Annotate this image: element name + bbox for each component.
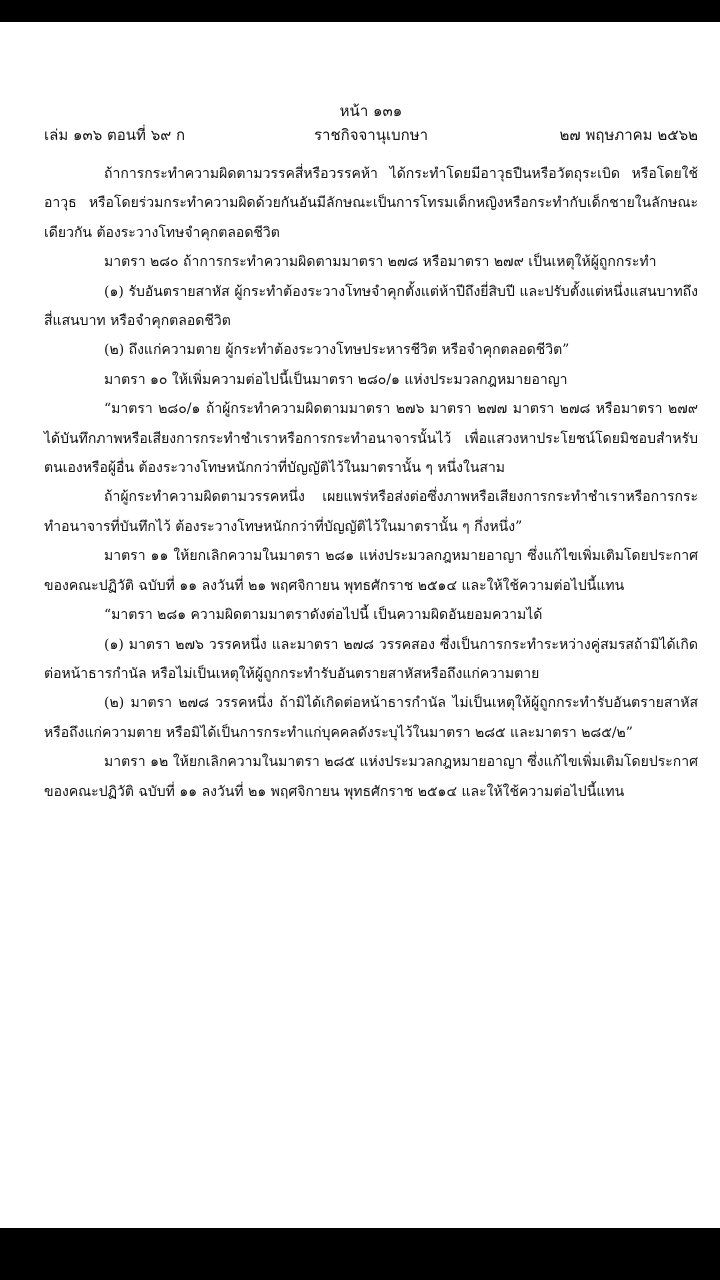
paragraph: ถ้าผู้กระทำความผิดตามวรรคหนึ่ง เผยแพร่หรือส่งต่อซึ่งภาพหรือเสียงการกระทำชำเราหรือการกระทำอนาจารที่บันทึกไว้ ต้องระวางโทษหนักกว่าที่บัญญัติไว้ในมาตรานั้น ๆ กึ่งหนึ่ง” bbox=[44, 489, 698, 535]
publication-date: ๒๗ พฤษภาคม ๒๕๖๒ bbox=[559, 126, 698, 144]
document-body bbox=[44, 160, 698, 807]
volume-issue: เล่ม ๑๓๖ ตอนที่ ๖๙ ก bbox=[44, 126, 186, 144]
document-page bbox=[44, 100, 698, 807]
publication-name: ราชกิจจานุเบกษา bbox=[313, 126, 429, 144]
top-black-bar bbox=[0, 0, 720, 22]
paragraph: (๑) รับอันตรายสาหัส ผู้กระทำต้องระวางโทษจำคุกตั้งแต่ห้าปีถึงยี่สิบปี และปรับตั้งแต่หนึ่งแสนบาทถึงสี่แสนบาท หรือจำคุกตลอดชีวิต bbox=[44, 283, 698, 330]
paragraph: “มาตรา ๒๘๑ ความผิดตามมาตราดังต่อไปนี้ เป็นความผิดอันยอมความได้ bbox=[104, 607, 543, 624]
paragraph: มาตรา ๑๒ ให้ยกเลิกความในมาตรา ๒๘๕ แห่งประมวลกฎหมายอาญา ซึ่งแก้ไขเพิ่มเติมโดยประกาศของคณะปฏิวัติ ฉบับที่ ๑๑ ลงวันที่ ๒๑ พฤศจิกายน พุทธศักราช ๒๕๑๔ และให้ใช้ความต่อไปนี้แทน bbox=[44, 754, 698, 800]
paragraph: (๒) ถึงแก่ความตาย ผู้กระทำต้องระวางโทษประหารชีวิต หรือจำคุกตลอดชีวิต” bbox=[104, 342, 570, 359]
paragraph: มาตรา ๑๐ ให้เพิ่มความต่อไปนี้เป็นมาตรา ๒๘๐/๑ แห่งประมวลกฎหมายอาญา bbox=[104, 371, 568, 388]
paragraph: “มาตรา ๒๘๐/๑ ถ้าผู้กระทำความผิดตามมาตรา ๒๗๖ มาตรา ๒๗๗ มาตรา ๒๗๘ หรือมาตรา ๒๗๙ ได้บันทึกภาพหรือเสียงการกระทำชำเราหรือการกระทำอนาจารนั้นไว้ เพื่อแสวงหาประโยชน์โดยมิชอบสำหรับตนเองหรือผู้อื่น ต้องระวางโทษหนักกว่าที่บัญญัติไว้ในมาตรานั้น ๆ หนึ่งในสาม bbox=[44, 401, 698, 477]
paragraph: (๑) มาตรา ๒๗๖ วรรคหนึ่ง และมาตรา ๒๗๘ วรรคสอง ซึ่งเป็นการกระทำระหว่างคู่สมรสถ้ามิได้เกิดต่อหน้าธารกำนัล หรือไม่เป็นเหตุให้ผู้ถูกกระทำรับอันตรายสาหัสหรือถึงแก่ความตาย bbox=[44, 636, 698, 682]
paragraph: มาตรา ๒๘๐ ถ้าการกระทำความผิดตามมาตรา ๒๗๘ หรือมาตรา ๒๗๙ เป็นเหตุให้ผู้ถูกกระทำ bbox=[104, 254, 657, 271]
bottom-black-bar bbox=[0, 1228, 720, 1280]
running-header bbox=[44, 122, 698, 148]
paragraph: (๒) มาตรา ๒๗๘ วรรคหนึ่ง ถ้ามิได้เกิดต่อหน้าธารกำนัล ไม่เป็นเหตุให้ผู้ถูกกระทำรับอันตรายสาหัสหรือถึงแก่ความตาย หรือมิได้เป็นการกระทำแก่บุคคลดังระบุไว้ในมาตรา ๒๘๕ และมาตรา ๒๘๕/๒” bbox=[44, 695, 698, 741]
paragraph: มาตรา ๑๑ ให้ยกเลิกความในมาตรา ๒๘๑ แห่งประมวลกฎหมายอาญา ซึ่งแก้ไขเพิ่มเติมโดยประกาศของคณะปฏิวัติ ฉบับที่ ๑๑ ลงวันที่ ๒๑ พฤศจิกายน พุทธศักราช ๒๕๑๔ และให้ใช้ความต่อไปนี้แทน bbox=[44, 548, 698, 594]
paragraph: ถ้าการกระทำความผิดตามวรรคสี่หรือวรรคห้า ได้กระทำโดยมีอาวุธปืนหรือวัตถุระเบิด หรือโดยใช้อาวุธ หรือโดยร่วมกระทำความผิดด้วยกันอันมีลักษณะเป็นการโทรมเด็กหญิงหรือกระทำกับเด็กชายในลักษณะเดียวกัน ต้องระวางโทษจำคุกตลอดชีวิต bbox=[44, 166, 698, 241]
page-number: หน้า ๑๓๑ bbox=[339, 102, 403, 120]
